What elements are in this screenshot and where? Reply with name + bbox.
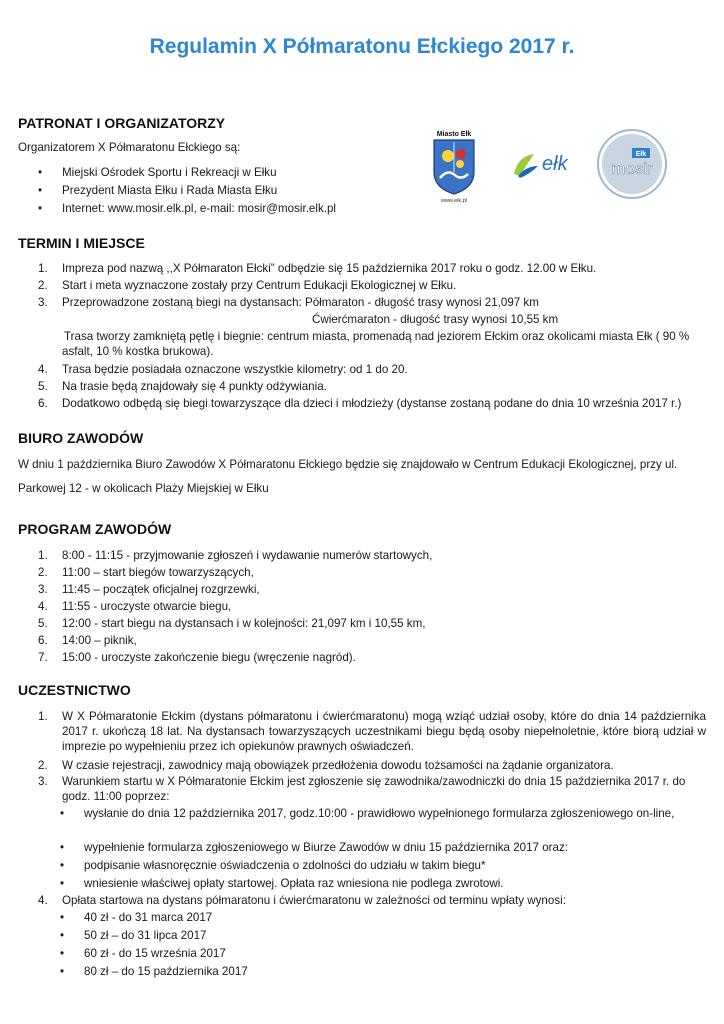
- uczestnictwo-item: 2. W czasie rejestracji, zawodnicy mają obowiązek przedłożenia dowodu tożsamości na żądanie organizatora.: [38, 759, 614, 772]
- miasto-logo-label: Miasto Ełk: [436, 131, 472, 138]
- section-heading-patronat: PATRONAT I ORGANIZATORZY: [18, 115, 226, 131]
- section-heading-biuro: BIURO ZAWODÓW: [18, 430, 144, 446]
- uczestnictwo-item: 1. W X Półmaratonie Ełckim (dystans półmaratonu i ćwierćmaratonu) mogą wziąć udział osoby, które do dnia 14 października 2017 r. ukończą 18 lat. Na dystansach towarzyszących uczestnikami biegu będą osoby niepełnoletnie, które biorą udział w imprezie po wypełnieniu przez ich opiekunów prawnych oświadczeń.: [38, 710, 706, 753]
- program-item: 7. 15:00 - uroczyste zakończenie biegu (wręczenie nagród).: [38, 651, 356, 664]
- mosir-logo-text: mosir: [611, 159, 653, 178]
- document-title: Regulamin X Półmaratonu Ełckiego 2017 r.: [149, 35, 575, 58]
- patronat-item: • Prezydent Miasta Ełku i Rada Miasta Ełku: [62, 183, 277, 198]
- fee-item: • 80 zł – do 15 października 2017: [84, 964, 706, 979]
- patronat-item: • Internet: www.mosir.elk.pl, e-mail: mosir@mosir.elk.pl: [62, 201, 336, 216]
- uczestnictwo-subitem: • wypełnienie formularza zgłoszeniowego w Biurze Zawodów w dniu 15 października 2017 oraz:: [84, 840, 706, 855]
- biuro-text-line: Parkowej 12 - w okolicach Plaży Miejskiej w Ełku: [18, 482, 269, 495]
- uczestnictwo-subitem: • podpisanie własnoręcznie oświadczenia o zdolności do udziału w takim biegu*: [84, 858, 706, 873]
- mosir-badge-text: Ełk: [635, 151, 647, 158]
- program-item: 2. 11:00 – start biegów towarzyszących,: [38, 566, 254, 579]
- termin-item: 4. Trasa będzie posiadała oznaczone wszystkie kilometry: od 1 do 20.: [38, 363, 408, 376]
- elk-logo-text: ełk: [542, 153, 568, 175]
- program-item: 5. 12:00 - start biegu na dystansach i w kolejności: 21,097 km i 10,55 km,: [38, 617, 426, 630]
- patronat-item: • Miejski Ośrodek Sportu i Rekreacji w Ełku: [62, 165, 277, 180]
- program-item: 4. 11:55 - uroczyste otwarcie biegu,: [38, 600, 232, 613]
- fee-item: • 60 zł - do 15 września 2017: [84, 946, 706, 961]
- fee-item: • 50 zł – do 31 lipca 2017: [84, 928, 706, 943]
- termin-item-cwiercmaraton: Ćwierćmaraton - długość trasy wynosi 10,55 km: [312, 313, 559, 326]
- elk-city-logo: [508, 144, 580, 184]
- termin-item: 1. Impreza pod nazwą ,,X Półmaraton Ełcki” odbędzie się 15 października 2017 roku o godz. 12.00 w Ełku.: [38, 262, 597, 275]
- termin-item: 3. Przeprowadzone zostaną biegi na dystansach: Półmaraton - długość trasy wynosi 21,097 km: [38, 296, 539, 309]
- termin-item: 6. Dodatkowo odbędą się biegi towarzyszące dla dzieci i młodzieży (dystanse zostaną podane do dnia 10 września 2017 r.): [38, 397, 682, 410]
- section-heading-termin: TERMIN I MIEJSCE: [18, 235, 145, 251]
- section-heading-program: PROGRAM ZAWODÓW: [18, 521, 172, 537]
- termin-item-trasa: Trasa tworzy zamkniętą pętlę i biegnie: centrum miasta, promenadą nad jeziorem Ełckim oraz okolicami miasta Ełk ( 90 % asfalt, 10 % kostka brukowa).: [62, 330, 690, 358]
- patronat-intro: Organizatorem X Półmaratonu Ełckiego są:: [18, 141, 241, 154]
- program-item: 3. 11:45 – początek oficjalnej rozgrzewki,: [38, 583, 260, 596]
- termin-item: 5. Na trasie będą znajdowały się 4 punkty odżywiania.: [38, 380, 327, 393]
- fee-item: • 40 zł - do 31 marca 2017: [84, 910, 706, 925]
- uczestnictwo-item: 4. Opłata startowa na dystans półmaratonu i ćwierćmaratonu w zależności od terminu wpłaty wynosi:: [38, 894, 566, 907]
- program-item: 1. 8:00 - 11:15 - przyjmowanie zgłoszeń i wydawanie numerów startowych,: [38, 549, 433, 562]
- section-heading-uczestnictwo: UCZESTNICTWO: [18, 682, 131, 698]
- termin-item: 2. Start i meta wyznaczone zostały przy Centrum Edukacji Ekologicznej w Ełku.: [38, 279, 457, 292]
- miasto-elk-logo: [424, 128, 484, 204]
- program-item: 6. 14:00 – piknik,: [38, 634, 137, 647]
- biuro-text-line: W dniu 1 października Biuro Zawodów X Półmaratonu Ełckiego będzie się znajdowało w Centrum Edukacji Ekologicznej, przy ul.: [18, 458, 678, 471]
- mosir-logo: [596, 128, 668, 200]
- miasto-logo-url: www.elk.pl: [441, 198, 467, 204]
- uczestnictwo-subitem: • wniesienie właściwej opłaty startowej. Opłata raz wniesiona nie podlega zwrotowi.: [84, 876, 706, 891]
- uczestnictwo-subitem: • wysłanie do dnia 12 października 2017, godz.10:00 - prawidłowo wypełnionego formularza zgłoszeniowego on-line,: [84, 806, 706, 821]
- uczestnictwo-item: 3. Warunkiem startu w X Półmaratonie Ełckim jest zgłoszenie się zawodnika/zawodniczki do dnia 15 października 2017 r. do godz. 11:00 poprzez:: [38, 775, 686, 803]
